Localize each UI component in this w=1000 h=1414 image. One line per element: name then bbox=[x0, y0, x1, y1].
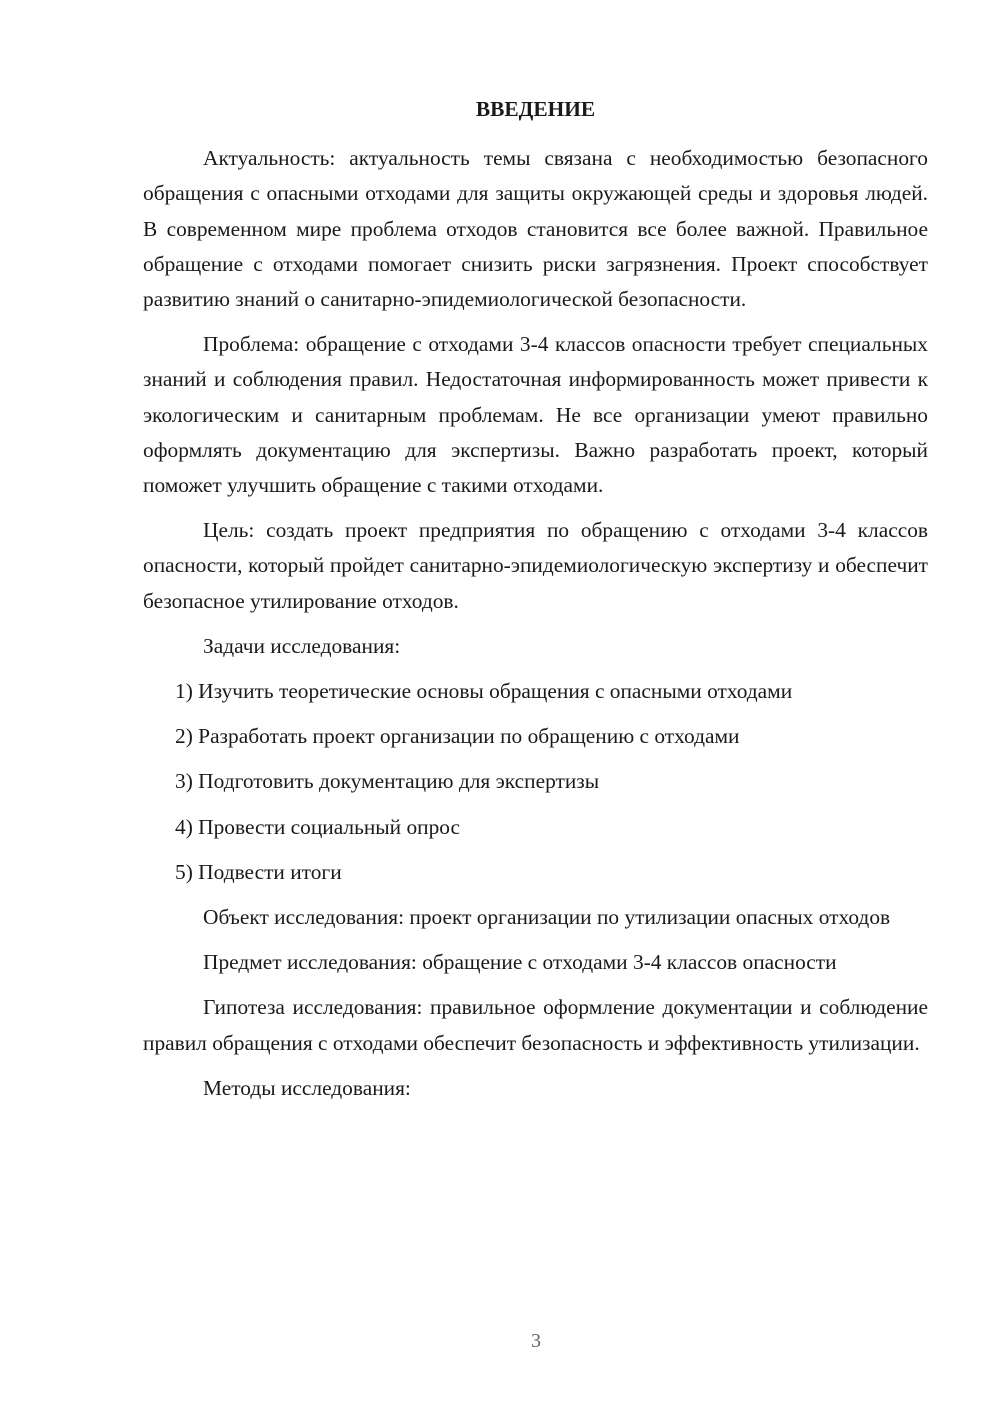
problem-paragraph: Проблема: обращение с отходами 3-4 классов опасности требует специальных знаний и соблюдения правил. Недостаточная информированность может привести к экологическим и санитарным проблемам. Не все организации умеют правильно оформлять документацию для экспертизы. Важно разработать проект, который поможет улучшить обращение с такими отходами. bbox=[143, 332, 928, 498]
section-title: ВВЕДЕНИЕ bbox=[475, 97, 596, 121]
task-item: 1) Изучить теоретические основы обращения с опасными отходами bbox=[175, 679, 793, 704]
tasks-heading: Задачи исследования: bbox=[203, 633, 401, 658]
hypothesis-paragraph: Гипотеза исследования: правильное оформление документации и соблюдение правил обращения с отходами обеспечит безопасность и эффективность утилизации. bbox=[143, 995, 928, 1055]
object-paragraph: Объект исследования: проект организации по утилизации опасных отходов bbox=[203, 905, 891, 930]
task-item: 2) Разработать проект организации по обращению с отходами bbox=[175, 724, 740, 749]
page-content bbox=[143, 92, 928, 1116]
subject-paragraph: Предмет исследования: обращение с отходами 3-4 классов опасности bbox=[203, 950, 837, 975]
page-number: 3 bbox=[531, 1330, 541, 1352]
goal-paragraph: Цель: создать проект предприятия по обращению с отходами 3-4 классов опасности, который пройдет санитарно-эпидемиологическую экспертизу и обеспечит безопасное утилирование отходов. bbox=[143, 518, 928, 613]
relevance-paragraph: Актуальность: актуальность темы связана с необходимостью безопасного обращения с опасными отходами для защиты окружающей среды и здоровья людей. В современном мире проблема отходов становится все более важной. Правильное обращение с отходами помогает снизить риски загрязнения. Проект способствует развитию знаний о санитарно-эпидемиологической безопасности. bbox=[143, 146, 928, 312]
task-item: 4) Провести социальный опрос bbox=[175, 814, 461, 839]
methods-heading: Методы исследования: bbox=[203, 1075, 411, 1100]
task-item: 5) Подвести итоги bbox=[175, 859, 342, 884]
tasks-list bbox=[143, 674, 928, 890]
task-item: 3) Подготовить документацию для экспертизы bbox=[175, 769, 600, 794]
